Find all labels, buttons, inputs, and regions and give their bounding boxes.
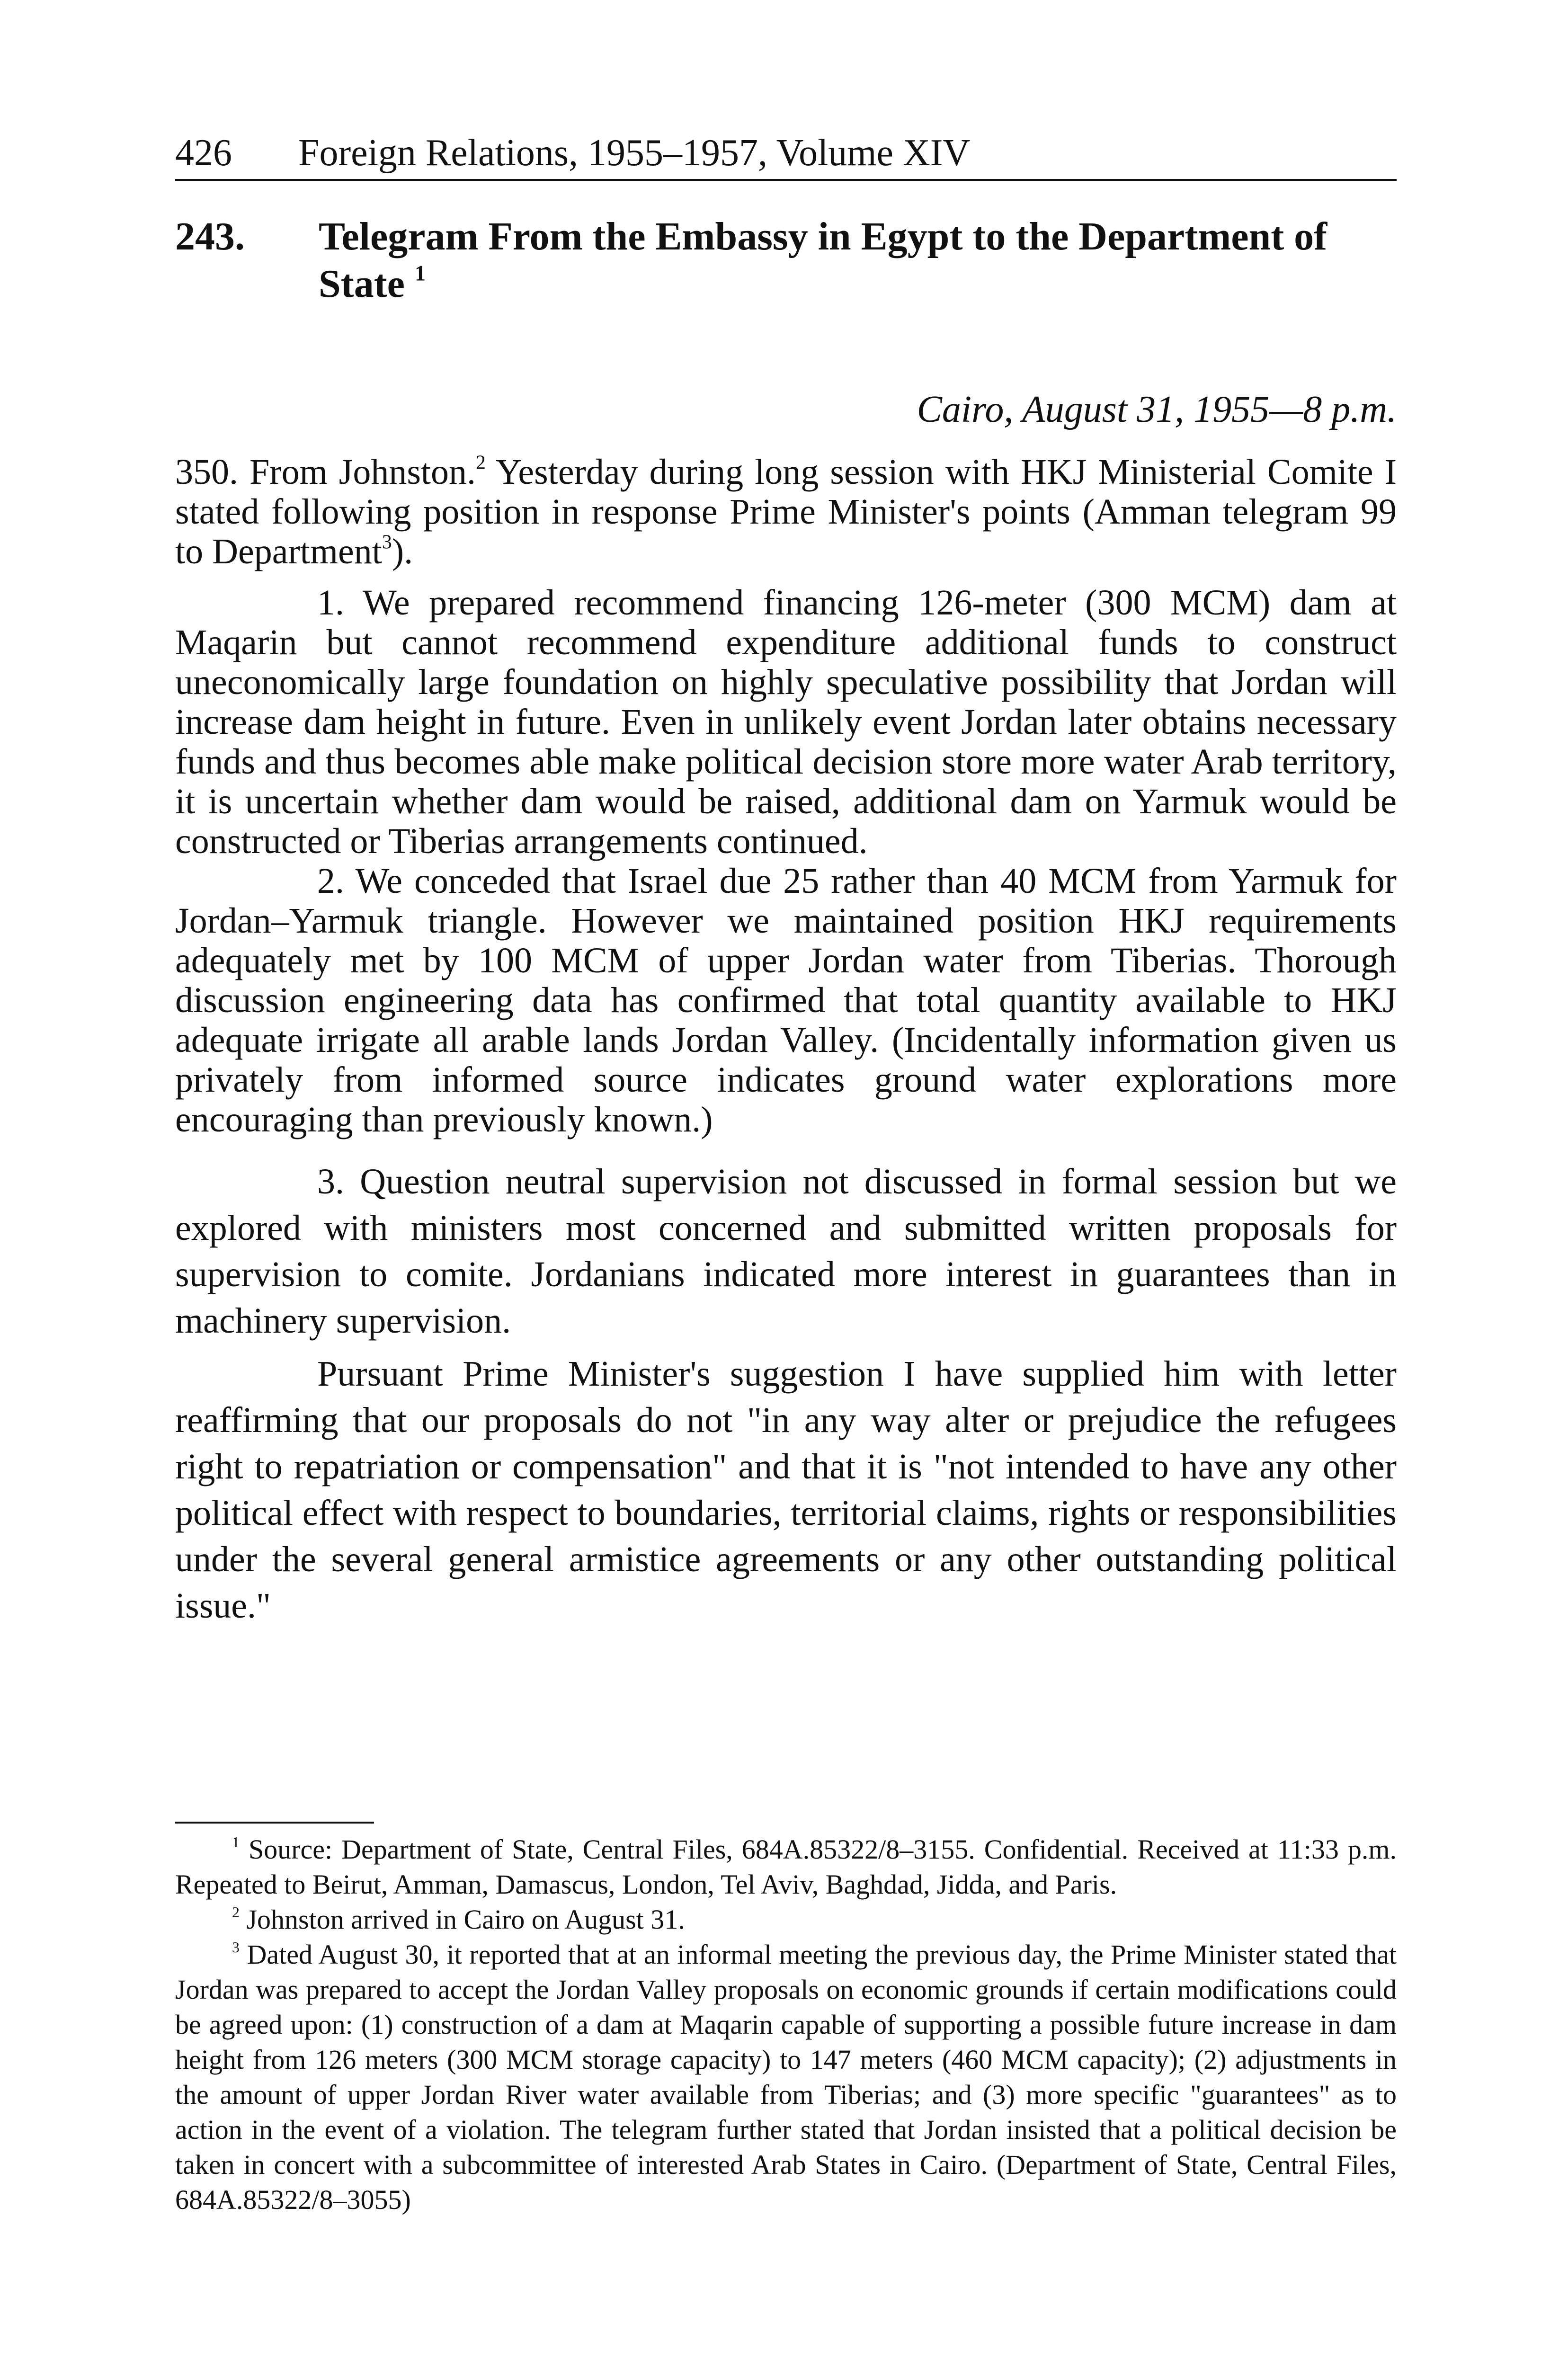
footnote-ref-1[interactable]: 1 bbox=[414, 261, 426, 285]
intro-text-middle: Yesterday during long session with HKJ Ministerial Comite I stated following position in response Prime Minister's points (Amman telegram 99 to Department bbox=[175, 452, 1397, 571]
document-heading bbox=[175, 213, 1397, 308]
dateline: Cairo, August 31, 1955—8 p.m. bbox=[917, 389, 1397, 430]
footnote-3-text: Dated August 30, it reported that at an informal meeting the previous day, the Prime Minister stated that Jordan was prepared to accept the Jordan Valley proposals on economic grounds if certain modifications could be agreed upon: (1) construction of a dam at Maqarin capable of supporting a possible future increase in dam height from 126 meters (300 MCM storage capacity) to 147 meters (460 MCM capacity); (2) adjustments in the amount of upper Jordan River water available from Tiberias; and (3) more specific "guarantees" as to action in the event of a violation. The telegram further stated that Jordan insisted that a political decision be taken in concert with a subcommittee of interested Arab States in Cairo. (Department of State, Central Files, 684A.85322/8–3055) bbox=[175, 1939, 1397, 2215]
intro-text-start: 350. From Johnston. bbox=[175, 452, 476, 492]
footnote-1-text: Source: Department of State, Central Files, 684A.85322/8–3155. Confidential. Received at 11:33 p.m. Repeated to Beirut, Amman, Damascus, London, Tel Aviv, Baghdad, Jidda, and Paris. bbox=[175, 1834, 1397, 1900]
paragraph-pursuant: Pursuant Prime Minister's suggestion I have supplied him with letter reaffirming that our proposals do not "in any way alter or prejudice the refugees right to repatriation or compensation" and that it is "not intended to have any other political effect with respect to boundaries, territorial claims, rights or responsibilities under the several general armistice agreements or any other outstanding political issue." bbox=[175, 1354, 1397, 1626]
document-number: 243. bbox=[175, 214, 245, 258]
paragraph-intro bbox=[175, 452, 1397, 571]
footnote-ref-2[interactable]: 2 bbox=[476, 452, 486, 474]
document-page bbox=[175, 0, 1397, 2367]
footnote-2-text: Johnston arrived in Cairo on August 31. bbox=[246, 1904, 685, 1935]
paragraph-point-3: 3. Question neutral supervision not discussed in formal session but we explored with ministers most concerned and submitted written proposals for supervision to comite. Jordanians indicated more interest in guarantees than in machinery supervision. bbox=[175, 1162, 1397, 1341]
footnote-3-mark: 3 bbox=[232, 1939, 240, 1956]
footnote-3 bbox=[175, 1937, 1397, 2217]
document-title-block bbox=[319, 213, 1397, 308]
page-number: 426 bbox=[175, 132, 232, 174]
paragraph-point-1: 1. We prepared recommend financing 126-meter (300 MCM) dam at Maqarin but cannot recommend expenditure additional funds to construct uneconomically large foundation on highly speculative possibility that Jordan will increase dam height in future. Even in unlikely event Jordan later obtains necessary funds and thus becomes able make political decision store more water Arab territory, it is uncertain whether dam would be raised, additional dam on Yarmuk would be constructed or Tiberias arrangements continued. bbox=[175, 583, 1397, 861]
footnote-1 bbox=[175, 1832, 1397, 1902]
footnote-ref-3[interactable]: 3 bbox=[382, 531, 392, 553]
footnote-2 bbox=[175, 1902, 1397, 1937]
telegram-body bbox=[175, 452, 1397, 1629]
footnote-1-mark: 1 bbox=[232, 1834, 240, 1851]
document-title: Telegram From the Embassy in Egypt to the Department of State bbox=[319, 214, 1327, 306]
intro-text-end: ). bbox=[392, 532, 413, 571]
volume-title: Foreign Relations, 1955–1957, Volume XIV bbox=[298, 132, 971, 174]
footnote-divider bbox=[175, 1822, 374, 1824]
running-header bbox=[175, 127, 1397, 181]
footnote-2-mark: 2 bbox=[232, 1904, 240, 1921]
footnotes bbox=[175, 1832, 1397, 2217]
paragraph-point-2: 2. We conceded that Israel due 25 rather than 40 MCM from Yarmuk for Jordan–Yarmuk triangle. However we maintained position HKJ requirements adequately met by 100 MCM of upper Jordan water from Tiberias. Thorough discussion engineering data has confirmed that total quantity available to HKJ adequate irrigate all arable lands Jordan Valley. (Incidentally information given us privately from informed source indicates ground water explorations more encouraging than previously known.) bbox=[175, 861, 1397, 1139]
